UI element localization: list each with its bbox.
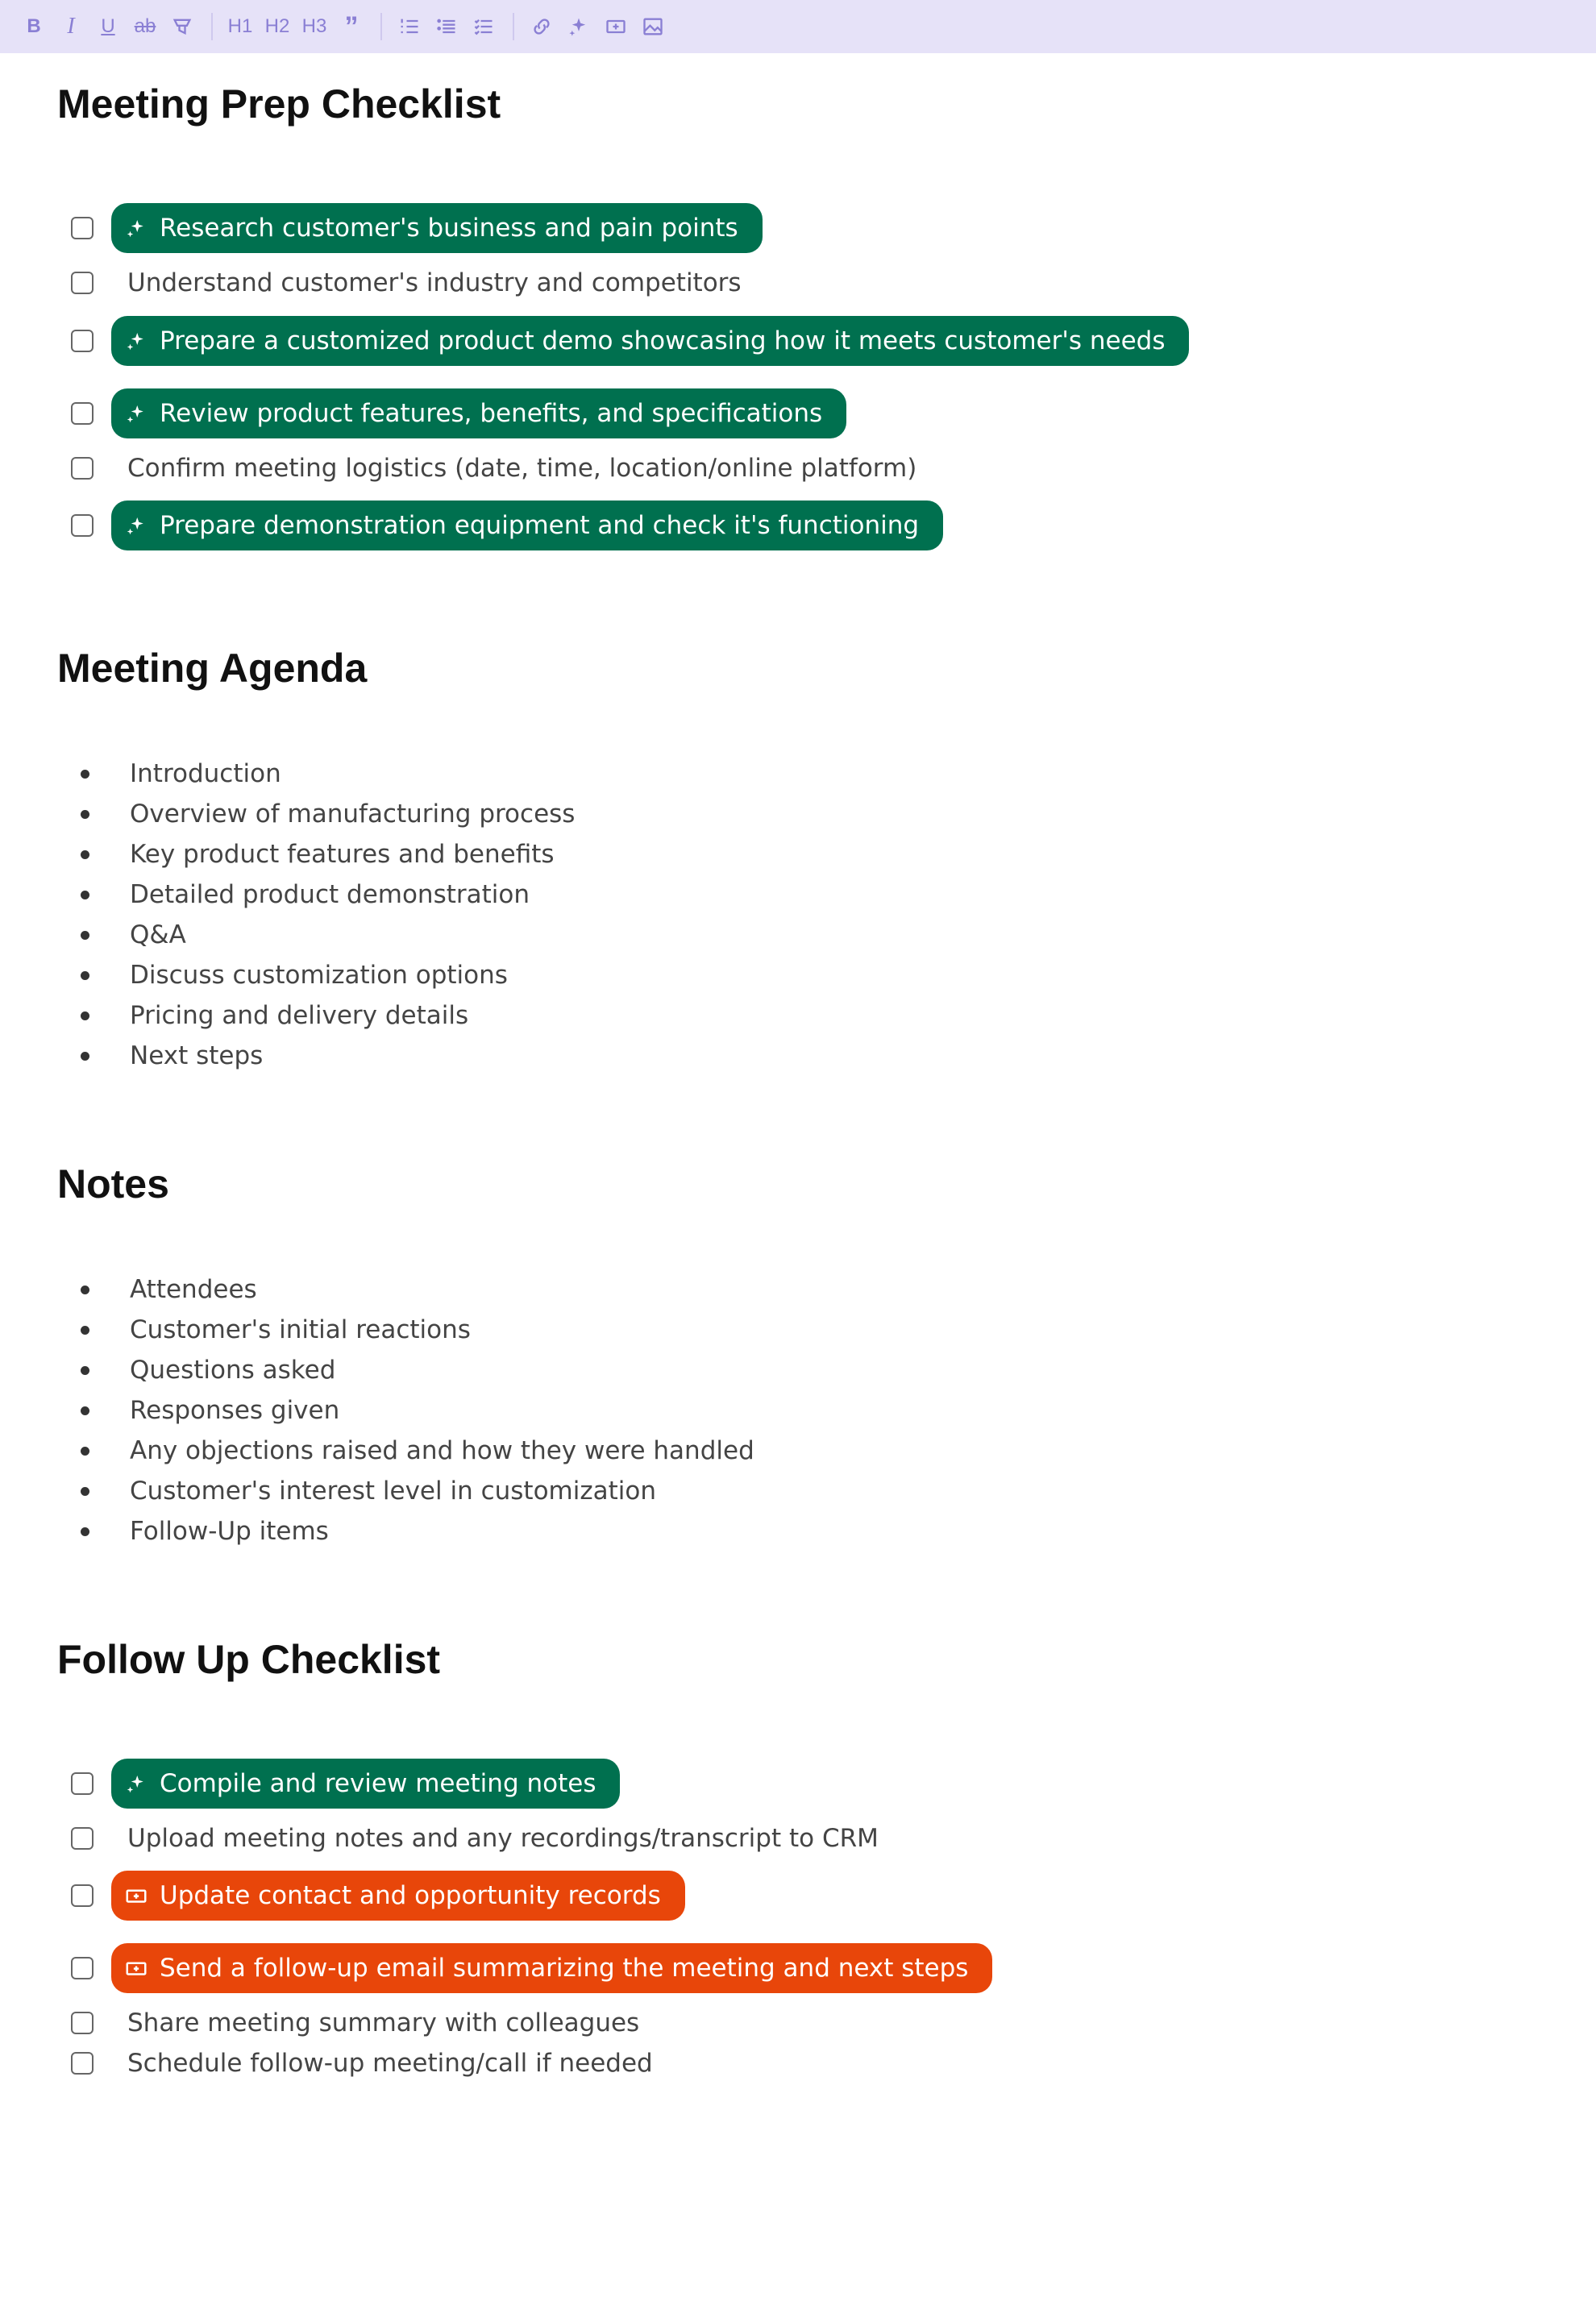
checklist-icon bbox=[472, 15, 495, 38]
notes-item-text: Follow-Up items bbox=[130, 1517, 329, 1546]
task-text: Prepare a customized product demo showcasing how it meets customer's needs bbox=[160, 326, 1166, 355]
task-text: Send a follow-up email summarizing the meeting and next steps bbox=[160, 1954, 969, 1983]
task-text: Compile and review meeting notes bbox=[160, 1769, 596, 1798]
sparkle-icon bbox=[124, 329, 148, 353]
agenda-item bbox=[81, 756, 281, 791]
ai-task-pill[interactable] bbox=[111, 501, 943, 550]
bold-label: B bbox=[27, 15, 41, 37]
bullet-dot bbox=[81, 1487, 89, 1496]
followup-item-4 bbox=[71, 1944, 992, 1992]
ai-task-pill[interactable] bbox=[111, 388, 846, 438]
toolbar-divider bbox=[380, 13, 382, 40]
notes-item bbox=[81, 1272, 257, 1307]
ai-button[interactable] bbox=[563, 10, 595, 43]
agenda-section-title: Meeting Agenda bbox=[57, 646, 368, 691]
task-checkbox[interactable] bbox=[71, 514, 94, 537]
notes-item-text: Responses given bbox=[130, 1396, 340, 1425]
image-icon bbox=[642, 15, 664, 38]
heading3-label: H3 bbox=[301, 15, 327, 37]
task-text: Prepare demonstration equipment and check it's functioning bbox=[160, 511, 920, 540]
action-box-icon bbox=[605, 15, 627, 38]
highlighter-icon bbox=[171, 15, 193, 38]
strikethrough-label: ab bbox=[134, 15, 156, 37]
bullet-list-icon bbox=[435, 15, 458, 38]
sparkle-icon bbox=[124, 1772, 148, 1796]
action-box-icon bbox=[124, 1884, 148, 1908]
bullet-dot bbox=[81, 1447, 89, 1456]
task-checkbox[interactable] bbox=[71, 2012, 94, 2034]
task-checkbox[interactable] bbox=[71, 1884, 94, 1907]
underline-button[interactable] bbox=[92, 10, 124, 43]
notes-item bbox=[81, 1473, 656, 1509]
task-text: Share meeting summary with colleagues bbox=[127, 2008, 640, 2037]
followup-item-6 bbox=[71, 2039, 653, 2087]
bullet-dot bbox=[81, 1286, 89, 1294]
bullet-dot bbox=[81, 931, 89, 940]
prep-item-5 bbox=[71, 444, 916, 492]
heading2-button[interactable] bbox=[261, 10, 293, 43]
image-button[interactable] bbox=[637, 10, 669, 43]
task-checkbox[interactable] bbox=[71, 272, 94, 294]
agenda-item bbox=[81, 917, 186, 953]
task-checkbox[interactable] bbox=[71, 402, 94, 425]
prep-section-title: Meeting Prep Checklist bbox=[57, 81, 501, 127]
underline-label: U bbox=[101, 15, 115, 37]
task-checkbox[interactable] bbox=[71, 1827, 94, 1850]
task-checkbox[interactable] bbox=[71, 1772, 94, 1795]
bullet-dot bbox=[81, 1052, 89, 1061]
ai-task-pill[interactable] bbox=[111, 203, 763, 253]
editor-toolbar bbox=[0, 0, 1596, 53]
notes-item-text: Customer's interest level in customization bbox=[130, 1477, 656, 1506]
agenda-item-text: Key product features and benefits bbox=[130, 840, 555, 869]
strikethrough-button[interactable] bbox=[129, 10, 161, 43]
agenda-item bbox=[81, 998, 468, 1033]
ai-task-pill[interactable] bbox=[111, 316, 1189, 366]
action-task-pill[interactable] bbox=[111, 1871, 685, 1921]
heading1-button[interactable] bbox=[224, 10, 256, 43]
task-text: Update contact and opportunity records bbox=[160, 1881, 661, 1910]
italic-label: I bbox=[67, 14, 75, 39]
sparkle-icon bbox=[567, 15, 590, 38]
bullet-dot bbox=[81, 850, 89, 859]
bullet-dot bbox=[81, 1326, 89, 1335]
agenda-item bbox=[81, 837, 555, 872]
agenda-item-text: Next steps bbox=[130, 1041, 264, 1070]
agenda-item-text: Introduction bbox=[130, 759, 281, 788]
bullet-dot bbox=[81, 1011, 89, 1020]
action-box-icon bbox=[124, 1956, 148, 1980]
notes-item bbox=[81, 1352, 335, 1388]
bullet-dot bbox=[81, 1406, 89, 1415]
bullet-dot bbox=[81, 1366, 89, 1375]
bullet-list-button[interactable] bbox=[430, 10, 463, 43]
ordered-list-button[interactable] bbox=[393, 10, 426, 43]
quote-button[interactable] bbox=[335, 10, 368, 43]
sparkle-icon bbox=[124, 401, 148, 426]
action-button[interactable] bbox=[600, 10, 632, 43]
toolbar-divider bbox=[211, 13, 213, 40]
heading2-label: H2 bbox=[264, 15, 290, 37]
prep-item-2 bbox=[71, 259, 742, 307]
agenda-item-text: Q&A bbox=[130, 920, 186, 949]
highlight-button[interactable] bbox=[166, 10, 198, 43]
heading3-button[interactable] bbox=[298, 10, 330, 43]
bullet-dot bbox=[81, 810, 89, 819]
ordered-list-icon bbox=[398, 15, 421, 38]
task-checkbox[interactable] bbox=[71, 1957, 94, 1979]
prep-item-1 bbox=[71, 204, 763, 252]
agenda-item bbox=[81, 1038, 263, 1074]
agenda-item bbox=[81, 957, 508, 993]
heading1-label: H1 bbox=[227, 15, 253, 37]
task-text: Understand customer's industry and competitors bbox=[127, 268, 742, 297]
ai-task-pill[interactable] bbox=[111, 1759, 620, 1809]
action-task-pill[interactable] bbox=[111, 1943, 992, 1993]
italic-button[interactable] bbox=[55, 10, 87, 43]
task-checkbox[interactable] bbox=[71, 457, 94, 480]
agenda-item-text: Overview of manufacturing process bbox=[130, 800, 576, 829]
prep-item-3 bbox=[71, 317, 1189, 365]
bold-button[interactable] bbox=[18, 10, 50, 43]
followup-item-1 bbox=[71, 1759, 620, 1808]
task-checkbox[interactable] bbox=[71, 2052, 94, 2075]
bullet-dot bbox=[81, 1527, 89, 1536]
notes-item bbox=[81, 1514, 329, 1549]
notes-item bbox=[81, 1433, 754, 1468]
notes-item-text: Attendees bbox=[130, 1275, 257, 1304]
agenda-item-text: Detailed product demonstration bbox=[130, 880, 530, 909]
sparkle-icon bbox=[124, 216, 148, 240]
notes-item-text: Any objections raised and how they were handled bbox=[130, 1436, 754, 1465]
bullet-dot bbox=[81, 891, 89, 899]
toolbar-divider bbox=[513, 13, 514, 40]
notes-section-title: Notes bbox=[57, 1161, 169, 1207]
link-button[interactable] bbox=[526, 10, 558, 43]
agenda-item bbox=[81, 877, 530, 912]
agenda-item bbox=[81, 796, 575, 832]
sparkle-icon bbox=[124, 513, 148, 538]
task-checkbox[interactable] bbox=[71, 330, 94, 352]
task-text: Confirm meeting logistics (date, time, location/online platform) bbox=[127, 454, 917, 483]
quote-label: ” bbox=[344, 10, 359, 42]
followup-item-2 bbox=[71, 1814, 879, 1863]
notes-item-text: Questions asked bbox=[130, 1356, 336, 1385]
followup-section-title: Follow Up Checklist bbox=[57, 1637, 441, 1682]
notes-item-text: Customer's initial reactions bbox=[130, 1315, 471, 1344]
task-text: Review product features, benefits, and specifications bbox=[160, 399, 823, 428]
link-icon bbox=[530, 15, 553, 38]
agenda-item-text: Pricing and delivery details bbox=[130, 1001, 469, 1030]
prep-item-6 bbox=[71, 501, 943, 550]
notes-item bbox=[81, 1393, 339, 1428]
task-text: Research customer's business and pain points bbox=[160, 214, 738, 243]
checklist-button[interactable] bbox=[468, 10, 500, 43]
agenda-item-text: Discuss customization options bbox=[130, 961, 508, 990]
bullet-dot bbox=[81, 971, 89, 980]
bullet-dot bbox=[81, 770, 89, 779]
task-text: Upload meeting notes and any recordings/transcript to CRM bbox=[127, 1824, 879, 1853]
notes-item bbox=[81, 1312, 471, 1348]
task-checkbox[interactable] bbox=[71, 217, 94, 239]
followup-item-3 bbox=[71, 1871, 685, 1920]
task-text: Schedule follow-up meeting/call if needed bbox=[127, 2049, 653, 2078]
prep-item-4 bbox=[71, 389, 846, 438]
